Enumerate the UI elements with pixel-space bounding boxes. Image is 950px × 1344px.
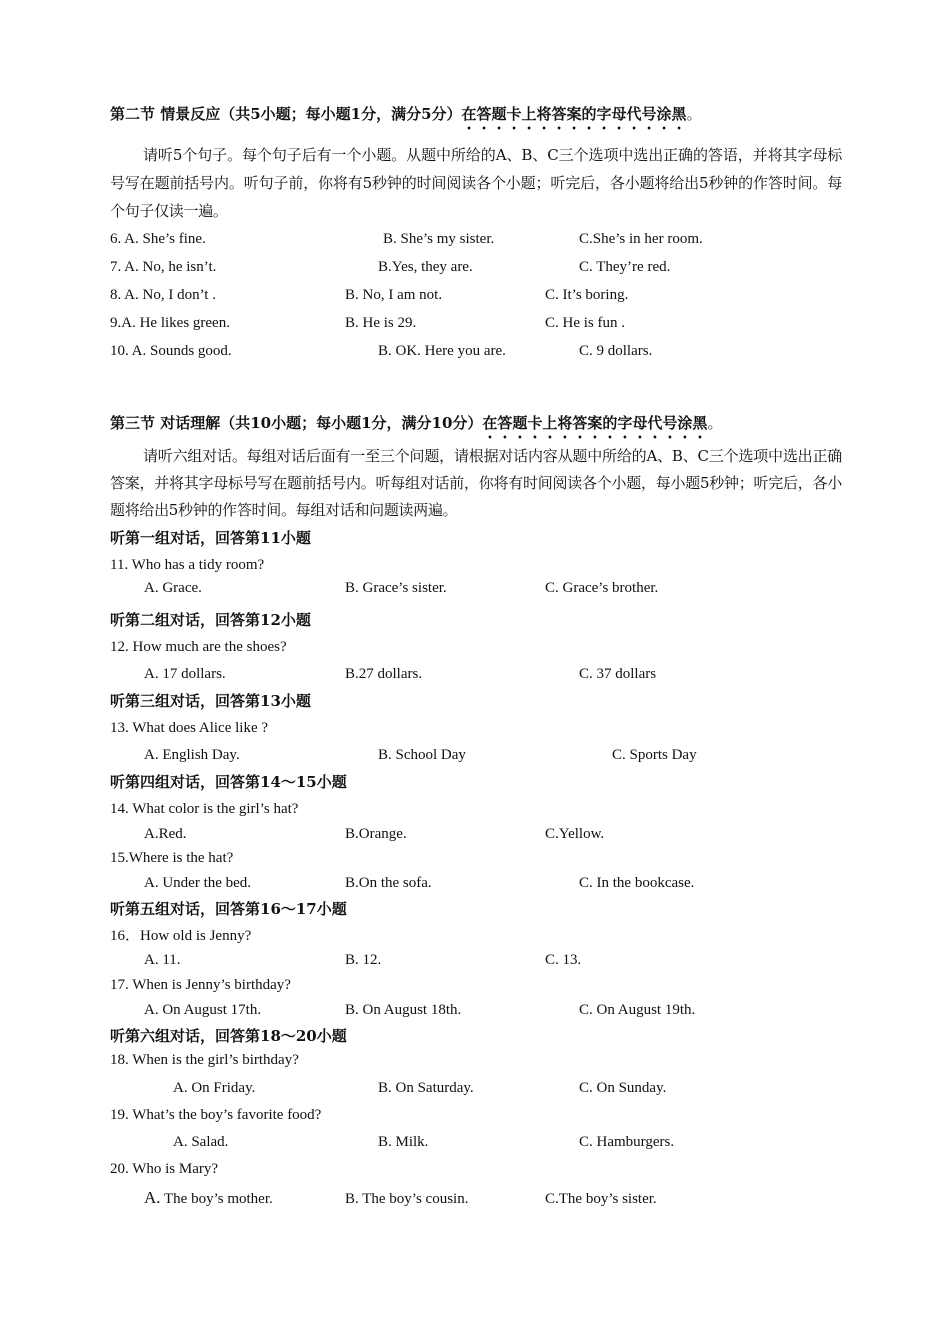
q14-option-b: B.Orange. [345, 826, 407, 842]
q6-option-c: C.She’s in her room. [579, 231, 703, 247]
q10-option-c: C. 9 dollars. [579, 343, 653, 359]
q12-question: 12. How much are the shoes? [110, 639, 287, 655]
q18-option-b: B. On Saturday. [378, 1080, 474, 1096]
section2-instructions: 请听5个句子。每个句子后有一个小题。从题中所给的A、B、C三个选项中选出正确的答语，并将其字母标号写在题前括号内。听句子前，你将有5秒钟的时间阅读各个小题；听完后，各小题将给出5秒钟的作答时间。每个句子仅读一遍。 [110, 146, 842, 220]
section2-heading-text: 第二节 情景反应（共5小题；每小题1分，满分5分） [110, 105, 462, 123]
q13-option-b: B. School Day [378, 747, 466, 763]
q15-option-c: C. In the bookcase. [579, 875, 695, 891]
q7-option-b: B.Yes, they are. [378, 259, 473, 275]
q9-option-a: 9.A. He likes green. [110, 315, 230, 331]
section2-heading-end: 。 [686, 105, 702, 123]
section3-heading-text: 第三节 对话理解（共10小题；每小题1分，满分10分） [110, 414, 483, 432]
q11-option-b: B. Grace’s sister. [345, 580, 447, 596]
q18-option-c: C. On Sunday. [579, 1080, 667, 1096]
q19-option-c: C. Hamburgers. [579, 1134, 675, 1150]
section3-instructions: 请听六组对话。每组对话后面有一至三个问题，请根据对话内容从题中所给的A、B、C三个选项中选出正确答案，并将其字母标号写在题前括号内。听每组对话前，你将有时间阅读各个小题，每小题5秒钟；听完后，各小题将给出5秒钟的作答时间。每组对话和问题读两遍。 [110, 447, 842, 519]
q11-question: 11. Who has a tidy room? [110, 557, 265, 573]
q14-option-c: C.Yellow. [545, 826, 605, 842]
q20-question: 20. Who is Mary? [110, 1161, 219, 1177]
q13-option-c: C. Sports Day [612, 747, 697, 763]
q20-option-a-letter: A. [144, 1188, 161, 1207]
q19-option-b: B. Milk. [378, 1134, 429, 1150]
q13-option-a: A. English Day. [144, 747, 240, 763]
q16-question: 16．How old is Jenny? [110, 928, 252, 944]
q17-option-a: A. On August 17th. [144, 1002, 262, 1018]
q7-option-a: 7. A. No, he isn’t. [110, 259, 217, 275]
q9-option-b: B. He is 29. [345, 315, 417, 331]
q11-option-c: C. Grace’s brother. [545, 580, 659, 596]
section2-heading-emphasis: 在答题卡上将答案的字母代号涂黑 [461, 105, 687, 123]
q18-question: 18. When is the girl’s birthday? [110, 1052, 299, 1068]
q8-option-a: 8. A. No, I don’t . [110, 287, 216, 303]
q12-option-b: B.27 dollars. [345, 666, 423, 682]
q7-option-c: C. They’re red. [579, 259, 671, 275]
q17-question: 17. When is Jenny’s birthday? [110, 977, 291, 993]
group6-title: 听第六组对话，回答第18～20小题 [110, 1027, 347, 1045]
q8-option-b: B. No, I am not. [345, 287, 443, 303]
q15-option-a: A. Under the bed. [144, 875, 252, 891]
q11-option-a: A. Grace. [144, 580, 202, 596]
group1-title: 听第一组对话，回答第11小题 [110, 529, 311, 547]
group4-title: 听第四组对话，回答第14～15小题 [110, 773, 347, 791]
q13-question: 13. What does Alice like ? [110, 720, 269, 736]
section3-heading [110, 413, 722, 442]
q17-option-c: C. On August 19th. [579, 1002, 696, 1018]
q19-option-a: A. Salad. [173, 1134, 229, 1150]
section3-heading-end: 。 [707, 414, 723, 432]
q8-option-c: C. It’s boring. [545, 287, 629, 303]
group2-title: 听第二组对话，回答第12小题 [110, 611, 311, 629]
q20-option-a [144, 1188, 273, 1209]
q14-option-a: A.Red. [144, 826, 187, 842]
q9-option-c: C. He is fun . [545, 315, 625, 331]
q15-option-b: B.On the sofa. [345, 875, 432, 891]
q16-option-a: A. 11. [144, 952, 181, 968]
q20-option-c: C.The boy’s sister. [545, 1191, 657, 1207]
q10-option-a: 10. A. Sounds good. [110, 343, 232, 359]
section3-heading-emphasis: 在答题卡上将答案的字母代号涂黑 [482, 414, 708, 432]
q10-option-b: B. OK. Here you are. [378, 343, 506, 359]
group3-title: 听第三组对话，回答第13小题 [110, 692, 311, 710]
q12-option-a: A. 17 dollars. [144, 666, 226, 682]
q16-option-c: C. 13. [545, 952, 582, 968]
q6-option-a: 6. A. She’s fine. [110, 231, 206, 247]
q18-option-a: A. On Friday. [173, 1080, 256, 1096]
q14-question: 14. What color is the girl’s hat? [110, 801, 299, 817]
group5-title: 听第五组对话，回答第16～17小题 [110, 900, 347, 918]
q19-question: 19. What’s the boy’s favorite food? [110, 1107, 322, 1123]
q20-option-a-text: The boy’s mother. [160, 1191, 273, 1207]
q6-option-b: B. She’s my sister. [383, 231, 495, 247]
q12-option-c: C. 37 dollars [579, 666, 657, 682]
q20-option-b: B. The boy’s cousin. [345, 1191, 469, 1207]
q17-option-b: B. On August 18th. [345, 1002, 462, 1018]
q16-option-b: B. 12. [345, 952, 382, 968]
section2-heading [110, 104, 702, 133]
q15-question: 15.Where is the hat? [110, 850, 234, 866]
